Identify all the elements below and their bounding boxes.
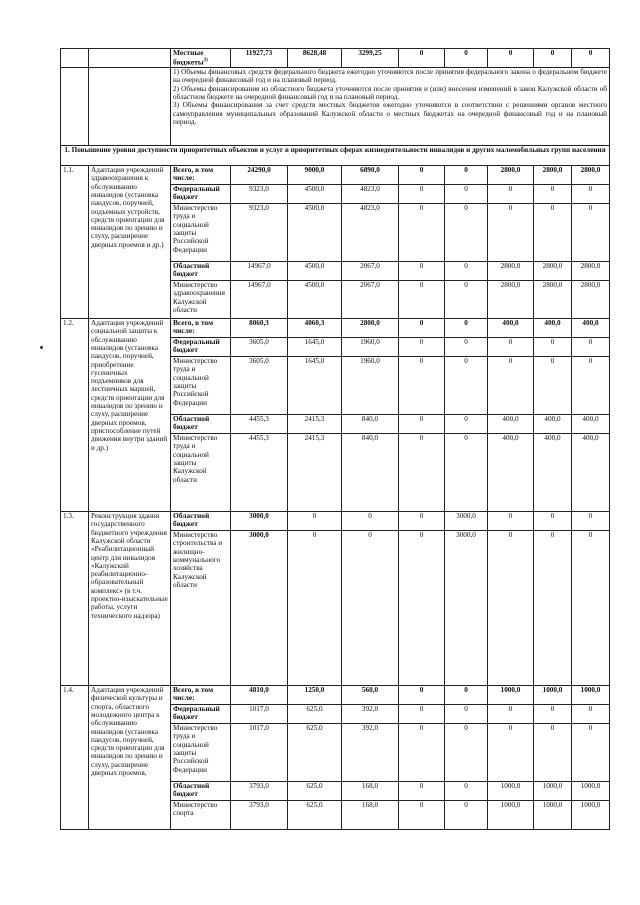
value-cell: 1000,0: [488, 686, 534, 705]
value-cell: 4500,0: [288, 185, 342, 204]
table-row: [61, 686, 610, 705]
value-cell: 2415,3: [288, 415, 342, 434]
value-cell: 0: [445, 357, 488, 415]
value-cell: 625,0: [288, 782, 342, 801]
value-cell: 9000,0: [288, 166, 342, 185]
source-cell: Областной бюджет: [171, 512, 231, 531]
value-cell: 0: [445, 705, 488, 724]
value-cell: 0: [572, 512, 610, 531]
value-cell: 0: [445, 434, 488, 512]
value-cell: 0: [445, 801, 488, 830]
value-cell: 0: [572, 204, 610, 262]
value-cell: 2800,0: [534, 262, 572, 281]
value-cell: 1250,0: [288, 686, 342, 705]
value-cell: 4455,3: [231, 434, 288, 512]
source-cell: Областной бюджет: [171, 782, 231, 801]
value-cell: 1017,0: [231, 724, 288, 782]
value-cell: 3793,0: [231, 801, 288, 830]
value-cell: 0: [399, 338, 445, 357]
value-cell: 3000,0: [445, 512, 488, 531]
value-cell: 2800,0: [534, 281, 572, 319]
value-cell: 4500,0: [288, 262, 342, 281]
source-cell: Министерство труда и социальной защиты Российской Федерации: [171, 204, 231, 262]
value-cell: 1960,0: [342, 338, 399, 357]
source-cell: Всего, в том числе:: [171, 319, 231, 338]
value-cell: 560,0: [342, 686, 399, 705]
value-cell: 0: [399, 185, 445, 204]
value-cell: 14967,0: [231, 281, 288, 319]
value-cell: 400,0: [572, 434, 610, 512]
value-cell: 0: [488, 531, 534, 686]
value-cell: 2800,0: [572, 262, 610, 281]
value-cell: 8060,3: [231, 319, 288, 338]
value-cell: 0: [488, 357, 534, 415]
name-cell: [89, 68, 171, 146]
value-cell: 4455,3: [231, 415, 288, 434]
value-cell: 0: [399, 357, 445, 415]
value-cell: 9323,0: [231, 204, 288, 262]
value-cell: 4810,0: [231, 686, 288, 705]
value-cell: 400,0: [572, 319, 610, 338]
notes-row: [61, 68, 610, 146]
value-cell: 0: [399, 49, 445, 68]
table-row: [61, 319, 610, 338]
value-cell: 4060,3: [288, 319, 342, 338]
value-cell: 0: [445, 262, 488, 281]
value-cell: 625,0: [288, 724, 342, 782]
budget-table: [60, 48, 610, 830]
footnote: 3) Объемы финансирования за счет средств местных бюджетов ежегодно уточняются в соответствии с решениями органов местного самоуправления муниципальных образований Калужской области о местных бюджетах на очередной финансовый год и на плановый период.: [173, 101, 607, 126]
value-cell: 0: [288, 512, 342, 531]
item-name: Реконструкция здания государственного бюджетного учреждения Калужской области «Реабилитационный центр для инвалидов «Калужский реабилитационно-образовательный комплекс» (в т.ч. проектно-изыскательные работы, услуги технического надзора): [89, 512, 171, 686]
value-cell: 2800,0: [488, 166, 534, 185]
source-cell: Министерство строительства и жилищно-коммунального хозяйства Калужской области: [171, 531, 231, 686]
value-cell: 0: [399, 531, 445, 686]
value-cell: 400,0: [534, 415, 572, 434]
value-cell: 0: [534, 512, 572, 531]
value-cell: 0: [445, 319, 488, 338]
value-cell: 14967,0: [231, 262, 288, 281]
value-cell: 6890,0: [342, 166, 399, 185]
value-cell: 0: [534, 185, 572, 204]
value-cell: 0: [399, 782, 445, 801]
value-cell: 0: [534, 705, 572, 724]
scan-artifact-dot: [40, 346, 43, 349]
value-cell: 0: [445, 724, 488, 782]
value-cell: 0: [534, 204, 572, 262]
value-cell: 400,0: [488, 434, 534, 512]
value-cell: 392,0: [342, 705, 399, 724]
section-row: [61, 146, 610, 166]
section-title: 1. Повышение уровня доступности приоритетных объектов и услуг в приоритетных сферах жизнедеятельности инвалидов и других маломобильных групп населения: [61, 146, 610, 166]
value-cell: 1960,0: [342, 357, 399, 415]
value-cell: 0: [399, 801, 445, 830]
value-cell: 4823,0: [342, 204, 399, 262]
value-cell: 0: [399, 262, 445, 281]
value-cell: 3793,0: [231, 782, 288, 801]
value-cell: 3000,0: [231, 531, 288, 686]
footnotes: [171, 68, 610, 146]
value-cell: 0: [572, 724, 610, 782]
footnote: 1) Объемы финансовых средств федерального бюджета ежегодно уточняются после принятия федерального закона о федеральном бюджете на очередной финансовый год и на плановый период.: [173, 68, 607, 85]
value-cell: 0: [445, 49, 488, 68]
value-cell: 1000,0: [534, 686, 572, 705]
item-index: 1.2.: [61, 319, 89, 512]
value-cell: 0: [572, 49, 610, 68]
source-cell: Министерство труда и социальной защиты Калужской области: [171, 434, 231, 512]
value-cell: 168,0: [342, 801, 399, 830]
value-cell: 0: [399, 434, 445, 512]
item-index: 1.4.: [61, 686, 89, 830]
value-cell: 625,0: [288, 801, 342, 830]
value-cell: 4500,0: [288, 204, 342, 262]
value-cell: 0: [399, 415, 445, 434]
value-cell: 0: [572, 338, 610, 357]
value-cell: 0: [445, 338, 488, 357]
value-cell: 4823,0: [342, 185, 399, 204]
value-cell: 0: [572, 531, 610, 686]
value-cell: 0: [399, 204, 445, 262]
value-cell: 11927,73: [231, 49, 288, 68]
value-cell: 1645,0: [288, 357, 342, 415]
value-cell: 400,0: [534, 319, 572, 338]
value-cell: 400,0: [488, 415, 534, 434]
value-cell: 0: [399, 705, 445, 724]
value-cell: 0: [488, 185, 534, 204]
value-cell: 0: [445, 782, 488, 801]
value-cell: 0: [399, 724, 445, 782]
value-cell: 2800,0: [534, 166, 572, 185]
value-cell: 4500,0: [288, 281, 342, 319]
value-cell: 0: [534, 531, 572, 686]
value-cell: 3000,0: [445, 531, 488, 686]
value-cell: 0: [488, 724, 534, 782]
value-cell: 1000,0: [572, 801, 610, 830]
table-row: [61, 512, 610, 531]
value-cell: 2800,0: [342, 319, 399, 338]
table-row: [61, 49, 610, 68]
value-cell: 1000,0: [488, 782, 534, 801]
source-cell: Федеральный бюджет: [171, 705, 231, 724]
source-cell: Местные бюджеты$^{3)}$: [171, 49, 231, 68]
source-cell: Министерство труда и социальной защиты Российской Федерации: [171, 357, 231, 415]
value-cell: 9323,0: [231, 185, 288, 204]
value-cell: 0: [534, 357, 572, 415]
source-cell: Федеральный бюджет: [171, 338, 231, 357]
value-cell: 0: [534, 724, 572, 782]
source-cell: Министерство спорта: [171, 801, 231, 830]
value-cell: 400,0: [488, 319, 534, 338]
value-cell: 625,0: [288, 705, 342, 724]
value-cell: 168,0: [342, 782, 399, 801]
value-cell: 1000,0: [572, 686, 610, 705]
value-cell: 3299,25: [342, 49, 399, 68]
value-cell: 24290,0: [231, 166, 288, 185]
value-cell: 3605,0: [231, 357, 288, 415]
value-cell: 0: [288, 531, 342, 686]
value-cell: 0: [445, 204, 488, 262]
source-cell: Министерство труда и социальной защиты Российской Федерации: [171, 724, 231, 782]
value-cell: 2800,0: [572, 281, 610, 319]
value-cell: 0: [445, 281, 488, 319]
value-cell: 0: [572, 357, 610, 415]
value-cell: 0: [445, 415, 488, 434]
value-cell: 0: [399, 319, 445, 338]
value-cell: 0: [488, 338, 534, 357]
value-cell: 0: [488, 204, 534, 262]
value-cell: 0: [445, 686, 488, 705]
item-name: Адаптация учреждений здравоохранения к обслуживанию инвалидов (установка пандусов, поручней, подъемных устройств, средств ориентации для инвалидов по зрению и слуху, расширение дверных проемов и др.): [89, 166, 171, 319]
value-cell: 400,0: [534, 434, 572, 512]
value-cell: 0: [445, 166, 488, 185]
value-cell: 0: [572, 705, 610, 724]
value-cell: 3605,0: [231, 338, 288, 357]
source-cell: Областной бюджет: [171, 415, 231, 434]
source-cell: Всего, в том числе:: [171, 686, 231, 705]
source-cell: Областной бюджет: [171, 262, 231, 281]
source-cell: Всего, в том числе:: [171, 166, 231, 185]
value-cell: 1000,0: [534, 782, 572, 801]
source-cell: Федеральный бюджет: [171, 185, 231, 204]
value-cell: 1645,0: [288, 338, 342, 357]
value-cell: 8628,48: [288, 49, 342, 68]
value-cell: 1017,0: [231, 705, 288, 724]
value-cell: 0: [399, 512, 445, 531]
value-cell: 0: [399, 281, 445, 319]
value-cell: 0: [399, 166, 445, 185]
value-cell: 0: [534, 49, 572, 68]
footnote: 2) Объемы финансирования из областного бюджета уточняются после принятия и (или) внесения изменений в закон Калужской области об областном бюджете на очередной финансовый год и на плановый период.: [173, 84, 607, 101]
table-row: [61, 166, 610, 185]
value-cell: 0: [445, 185, 488, 204]
source-cell: Министерство здравоохранения Калужской области: [171, 281, 231, 319]
value-cell: 0: [342, 512, 399, 531]
value-cell: 2067,0: [342, 262, 399, 281]
value-cell: 2800,0: [488, 262, 534, 281]
idx-cell: [61, 68, 89, 146]
value-cell: 2800,0: [572, 166, 610, 185]
value-cell: 2067,0: [342, 281, 399, 319]
value-cell: 0: [534, 338, 572, 357]
item-index: 1.1.: [61, 166, 89, 319]
item-name: Адаптация учреждений социальной защиты к обслуживанию инвалидов (установка пандусов, поручней, приобретение гусеничных подъемников для лестничных маршей, средств ориентации для инвалидов по зрению и слуху, расширение дверных проемов, приспособление путей движения внутри зданий и др.): [89, 319, 171, 512]
value-cell: 840,0: [342, 434, 399, 512]
value-cell: 0: [488, 705, 534, 724]
value-cell: 392,0: [342, 724, 399, 782]
value-cell: 400,0: [572, 415, 610, 434]
value-cell: 1000,0: [572, 782, 610, 801]
name-cell: [89, 49, 171, 68]
value-cell: 0: [488, 512, 534, 531]
item-name: Адаптация учреждений физической культуры и спорта, областного молодежного центра к обслуживанию инвалидов (установка пандусов, поручней, средств ориентации для инвалидов по зрению и слуху, расширение дверных проемов,: [89, 686, 171, 830]
value-cell: 1000,0: [488, 801, 534, 830]
value-cell: 0: [488, 49, 534, 68]
value-cell: 1000,0: [534, 801, 572, 830]
value-cell: 0: [399, 686, 445, 705]
value-cell: 0: [342, 531, 399, 686]
value-cell: 840,0: [342, 415, 399, 434]
value-cell: 2800,0: [488, 281, 534, 319]
idx-cell: [61, 49, 89, 68]
value-cell: 0: [572, 185, 610, 204]
value-cell: 3000,0: [231, 512, 288, 531]
item-index: 1.3.: [61, 512, 89, 686]
value-cell: 2415,3: [288, 434, 342, 512]
